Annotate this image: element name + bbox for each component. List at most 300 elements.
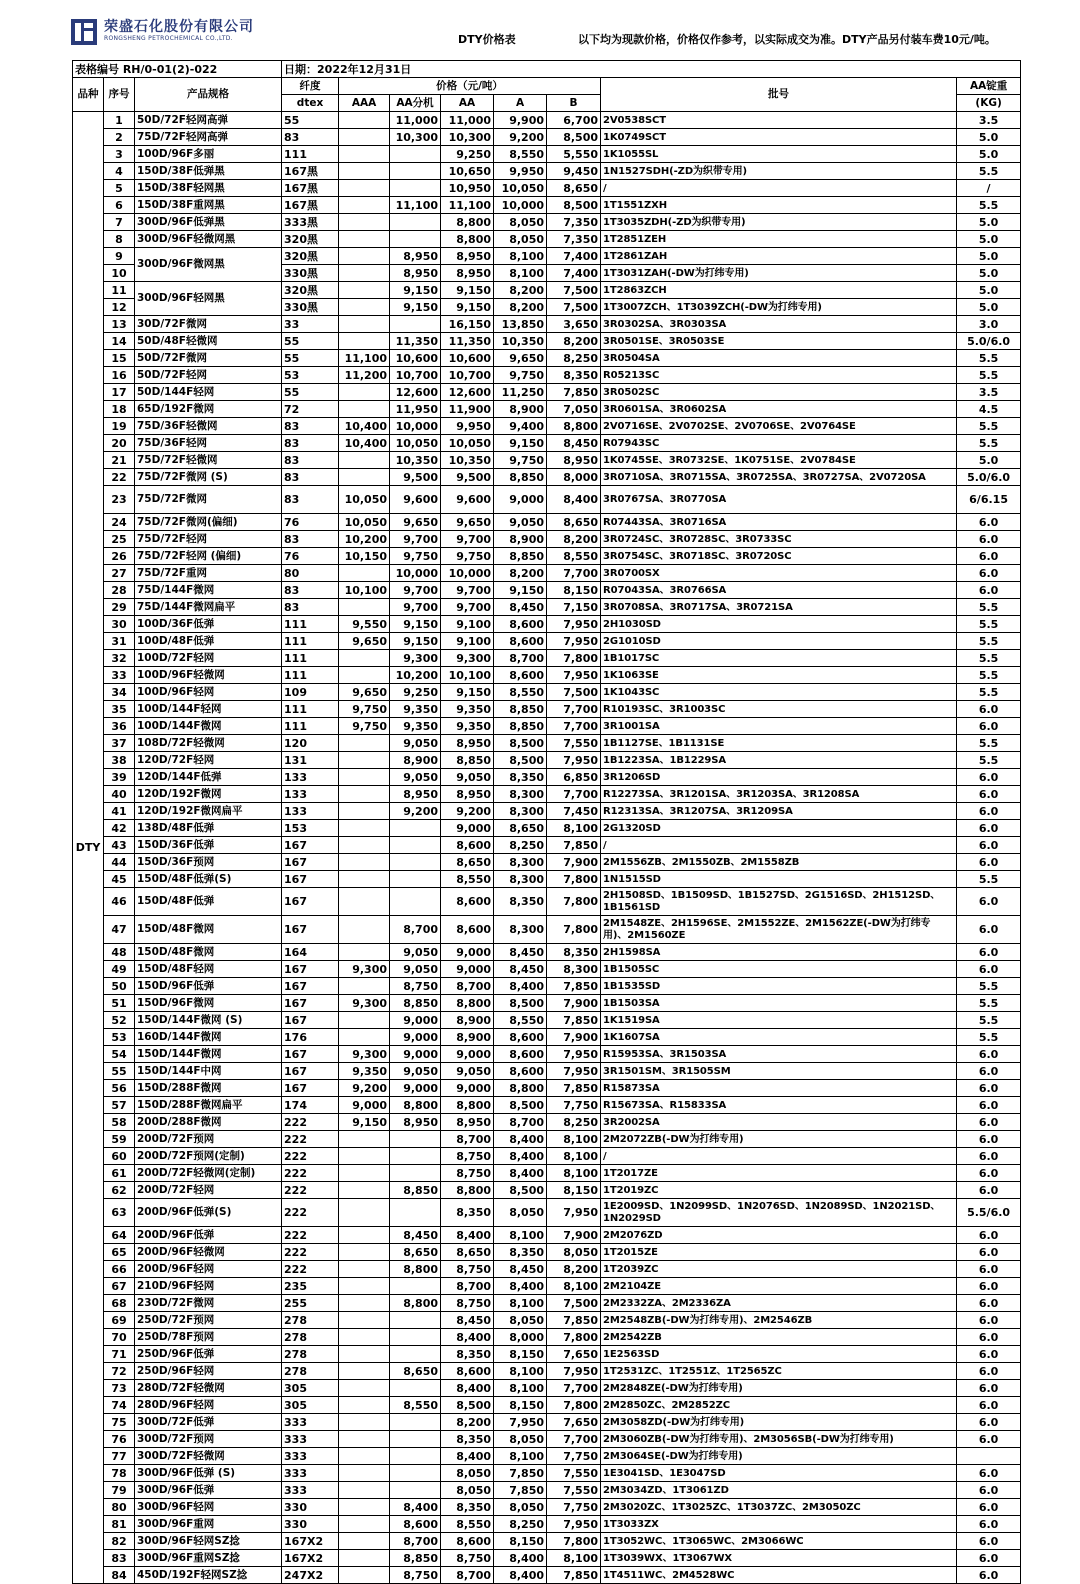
seq-cell: 31 <box>104 633 135 650</box>
table-row <box>73 1165 1021 1182</box>
aa-cell: 9,050 <box>441 769 494 786</box>
spec-cell: 100D/144F轻网 <box>135 701 282 718</box>
aaa-cell: 10,400 <box>339 418 390 435</box>
aa-cell: 10,100 <box>441 667 494 684</box>
aa-sub-cell: 9,150 <box>390 616 441 633</box>
spec-cell: 300D/96F轻网SZ捻 <box>135 1533 282 1550</box>
aa-cell: 9,700 <box>441 582 494 599</box>
weight-cell: 5.5 <box>957 435 1021 452</box>
a-cell: 8,450 <box>494 1261 547 1278</box>
spec-cell: 50D/48F轻微网 <box>135 333 282 350</box>
spec-cell: 150D/48F低弹 <box>135 888 282 916</box>
aaa-cell <box>339 1567 390 1584</box>
table-row <box>73 1346 1021 1363</box>
table-row <box>73 548 1021 565</box>
b-cell: 7,950 <box>547 667 601 684</box>
dtex-cell: 111 <box>282 667 339 684</box>
batch-cell: 1B1535SD <box>601 978 957 995</box>
b-cell: 7,750 <box>547 1499 601 1516</box>
a-cell: 8,800 <box>494 1080 547 1097</box>
table-row <box>73 871 1021 888</box>
batch-cell: 3R0700SX <box>601 565 957 582</box>
batch-cell: 1E2563SD <box>601 1346 957 1363</box>
spec-cell: 250D/96F轻网 <box>135 1363 282 1380</box>
weight-cell: 5.5 <box>957 650 1021 667</box>
dtex-cell: 133 <box>282 769 339 786</box>
b-cell: 8,500 <box>547 129 601 146</box>
dtex-cell: 305 <box>282 1397 339 1414</box>
dtex-cell: 83 <box>282 531 339 548</box>
b-cell: 7,850 <box>547 1080 601 1097</box>
aa-sub-cell: 9,500 <box>390 469 441 486</box>
weight-cell: 6.0 <box>957 1295 1021 1312</box>
aaa-cell <box>339 197 390 214</box>
aa-sub-cell: 9,350 <box>390 718 441 735</box>
a-cell: 8,100 <box>494 1227 547 1244</box>
a-cell: 10,000 <box>494 197 547 214</box>
spec-cell: 300D/96F微网黑 <box>135 248 282 282</box>
seq-cell: 28 <box>104 582 135 599</box>
spec-cell: 120D/192F微网 <box>135 786 282 803</box>
table-row <box>73 197 1021 214</box>
b-cell: 8,350 <box>547 367 601 384</box>
aaa-cell <box>339 769 390 786</box>
aaa-cell <box>339 1278 390 1295</box>
aaa-cell <box>339 1329 390 1346</box>
aa-sub-cell: 10,200 <box>390 667 441 684</box>
aaa-cell <box>339 1380 390 1397</box>
a-cell: 8,700 <box>494 650 547 667</box>
dtex-cell: 167 <box>282 1080 339 1097</box>
dtex-cell: 167 <box>282 978 339 995</box>
aaa-cell <box>339 231 390 248</box>
batch-cell: 3R0601SA、3R0602SA <box>601 401 957 418</box>
seq-cell: 55 <box>104 1063 135 1080</box>
table-row <box>73 1080 1021 1097</box>
seq-cell: 82 <box>104 1533 135 1550</box>
a-cell: 8,100 <box>494 1380 547 1397</box>
weight-cell: 6.0 <box>957 701 1021 718</box>
aa-cell: 8,750 <box>441 1165 494 1182</box>
seq-cell: 44 <box>104 854 135 871</box>
a-cell: 10,050 <box>494 180 547 197</box>
dtex-cell: 176 <box>282 1029 339 1046</box>
seq-cell: 53 <box>104 1029 135 1046</box>
spec-cell: 150D/144F中网 <box>135 1063 282 1080</box>
form-number: 表格编号 RH/0-01(2)-022 <box>73 61 282 78</box>
a-cell: 8,300 <box>494 871 547 888</box>
seq-cell: 65 <box>104 1244 135 1261</box>
dtex-cell: 167 <box>282 995 339 1012</box>
spec-cell: 150D/38F低弹黑 <box>135 163 282 180</box>
a-cell: 9,050 <box>494 514 547 531</box>
b-cell: 8,300 <box>547 961 601 978</box>
batch-cell: 3R0708SA、3R0717SA、3R0721SA <box>601 599 957 616</box>
spec-cell: 30D/72F微网 <box>135 316 282 333</box>
b-cell: 8,000 <box>547 469 601 486</box>
weight-cell: 5.5 <box>957 599 1021 616</box>
spec-cell: 100D/144F微网 <box>135 718 282 735</box>
spec-cell: 150D/144F微网 <box>135 1046 282 1063</box>
document-title: DTY价格表 <box>458 33 516 46</box>
batch-cell: 3R0754SC、3R0718SC、3R0720SC <box>601 548 957 565</box>
batch-cell: 2M3064SE(-DW为打纬专用) <box>601 1448 957 1465</box>
weight-cell: 6.0 <box>957 718 1021 735</box>
aa-sub-cell <box>390 854 441 871</box>
dtex-cell: 53 <box>282 367 339 384</box>
aaa-cell <box>339 735 390 752</box>
b-cell: 7,700 <box>547 701 601 718</box>
spec-cell: 200D/96F轻微网 <box>135 1244 282 1261</box>
aaa-cell <box>339 316 390 333</box>
dtex-cell: 83 <box>282 452 339 469</box>
table-row <box>73 944 1021 961</box>
spec-cell: 150D/38F轻网黑 <box>135 180 282 197</box>
table-row <box>73 735 1021 752</box>
batch-cell: 1T3035ZDH(-ZD为织带专用) <box>601 214 957 231</box>
b-cell: 8,150 <box>547 1182 601 1199</box>
aa-sub-cell: 9,300 <box>390 650 441 667</box>
aa-sub-cell: 10,700 <box>390 367 441 384</box>
a-cell: 13,850 <box>494 316 547 333</box>
a-cell: 8,550 <box>494 684 547 701</box>
dtex-cell: 235 <box>282 1278 339 1295</box>
spec-cell: 150D/48F微网 <box>135 944 282 961</box>
a-cell: 8,850 <box>494 548 547 565</box>
spec-cell: 450D/192F轻网SZ捻 <box>135 1567 282 1584</box>
batch-cell: 1T2861ZAH <box>601 248 957 265</box>
header-row-1 <box>73 78 1021 95</box>
weight-cell: 6.0 <box>957 582 1021 599</box>
table-row <box>73 282 1021 299</box>
aa-cell: 8,750 <box>441 1295 494 1312</box>
aa-cell: 8,400 <box>441 1448 494 1465</box>
dtex-cell: 167X2 <box>282 1550 339 1567</box>
aa-cell: 8,500 <box>441 1397 494 1414</box>
aaa-cell <box>339 837 390 854</box>
table-row <box>73 718 1021 735</box>
spec-cell: 300D/96F低弹 <box>135 1482 282 1499</box>
aa-sub-cell: 9,700 <box>390 531 441 548</box>
a-cell: 8,600 <box>494 616 547 633</box>
b-cell: 7,850 <box>547 384 601 401</box>
table-row <box>73 469 1021 486</box>
a-cell: 8,600 <box>494 667 547 684</box>
dtex-cell: 167 <box>282 1046 339 1063</box>
dtex-cell: 167 <box>282 1012 339 1029</box>
seq-cell: 23 <box>104 486 135 514</box>
aaa-cell <box>339 452 390 469</box>
b-cell: 7,800 <box>547 871 601 888</box>
table-row <box>73 1380 1021 1397</box>
spec-cell: 75D/72F轻微网 <box>135 452 282 469</box>
aaa-cell: 10,200 <box>339 531 390 548</box>
seq-cell: 5 <box>104 180 135 197</box>
aa-cell: 9,700 <box>441 531 494 548</box>
spec-cell: 300D/96F轻网黑 <box>135 282 282 316</box>
aa-cell: 11,100 <box>441 197 494 214</box>
aaa-cell <box>339 650 390 667</box>
weight-cell: 6.0 <box>957 1046 1021 1063</box>
aa-cell: 8,400 <box>441 1329 494 1346</box>
b-cell: 7,400 <box>547 265 601 282</box>
b-cell: 7,900 <box>547 1227 601 1244</box>
seq-cell: 72 <box>104 1363 135 1380</box>
table-row <box>73 995 1021 1012</box>
dtex-cell: 255 <box>282 1295 339 1312</box>
batch-cell: 2M2850ZC、2M2852ZC <box>601 1397 957 1414</box>
batch-cell: 1T3031ZAH(-DW为打纬专用) <box>601 265 957 282</box>
batch-cell: R07943SC <box>601 435 957 452</box>
aa-sub-cell: 10,600 <box>390 350 441 367</box>
b-cell: 8,050 <box>547 1244 601 1261</box>
spec-cell: 150D/36F预网 <box>135 854 282 871</box>
a-cell: 8,050 <box>494 1431 547 1448</box>
table-row <box>73 565 1021 582</box>
dtex-cell: 222 <box>282 1131 339 1148</box>
weight-cell: 6.0 <box>957 820 1021 837</box>
aa-cell: 8,950 <box>441 265 494 282</box>
aaa-cell <box>339 1182 390 1199</box>
spec-cell: 200D/96F轻网 <box>135 1261 282 1278</box>
dtex-cell: 111 <box>282 718 339 735</box>
a-cell: 8,100 <box>494 1448 547 1465</box>
weight-cell: 6.0 <box>957 916 1021 944</box>
col-seq: 序号 <box>104 78 135 112</box>
aa-cell: 8,600 <box>441 1363 494 1380</box>
a-cell: 8,200 <box>494 282 547 299</box>
seq-cell: 70 <box>104 1329 135 1346</box>
seq-cell: 46 <box>104 888 135 916</box>
spec-cell: 100D/48F低弹 <box>135 633 282 650</box>
weight-cell: 5.5 <box>957 163 1021 180</box>
table-row <box>73 316 1021 333</box>
aa-cell: 9,700 <box>441 599 494 616</box>
seq-cell: 41 <box>104 803 135 820</box>
spec-cell: 210D/96F轻网 <box>135 1278 282 1295</box>
b-cell: 7,500 <box>547 299 601 316</box>
spec-cell: 138D/48F低弹 <box>135 820 282 837</box>
aa-sub-cell: 9,150 <box>390 299 441 316</box>
weight-cell: 6.0 <box>957 1499 1021 1516</box>
aaa-cell <box>339 916 390 944</box>
aa-cell: 8,400 <box>441 1380 494 1397</box>
dtex-cell: 109 <box>282 684 339 701</box>
aaa-cell <box>339 248 390 265</box>
a-cell: 9,750 <box>494 452 547 469</box>
seq-cell: 61 <box>104 1165 135 1182</box>
b-cell: 7,800 <box>547 888 601 916</box>
seq-cell: 79 <box>104 1482 135 1499</box>
dtex-cell: 167 <box>282 916 339 944</box>
aa-cell: 8,800 <box>441 1182 494 1199</box>
a-cell: 8,350 <box>494 1244 547 1261</box>
spec-cell: 300D/72F低弹 <box>135 1414 282 1431</box>
batch-cell: 1K1607SA <box>601 1029 957 1046</box>
seq-cell: 75 <box>104 1414 135 1431</box>
a-cell: 8,450 <box>494 944 547 961</box>
seq-cell: 22 <box>104 469 135 486</box>
a-cell: 9,150 <box>494 435 547 452</box>
weight-cell: 6.0 <box>957 1131 1021 1148</box>
spec-cell: 150D/36F低弹 <box>135 837 282 854</box>
table-row <box>73 582 1021 599</box>
aaa-cell <box>339 1131 390 1148</box>
a-cell: 8,400 <box>494 1148 547 1165</box>
a-cell: 8,050 <box>494 1312 547 1329</box>
table-row <box>73 1046 1021 1063</box>
aa-sub-cell <box>390 1380 441 1397</box>
aa-cell: 8,600 <box>441 1533 494 1550</box>
b-cell: 7,850 <box>547 837 601 854</box>
table-row <box>73 435 1021 452</box>
seq-cell: 12 <box>104 299 135 316</box>
table-row <box>73 1567 1021 1584</box>
table-row <box>73 231 1021 248</box>
a-cell: 8,300 <box>494 786 547 803</box>
dtex-cell: 320黑 <box>282 248 339 265</box>
dtex-cell: 80 <box>282 565 339 582</box>
dtex-cell: 131 <box>282 752 339 769</box>
seq-cell: 60 <box>104 1148 135 1165</box>
a-cell: 10,350 <box>494 333 547 350</box>
dtex-cell: 164 <box>282 944 339 961</box>
aaa-cell: 10,050 <box>339 486 390 514</box>
a-cell: 8,150 <box>494 1533 547 1550</box>
dtex-cell: 174 <box>282 1097 339 1114</box>
col-aaa: AAA <box>339 95 390 112</box>
batch-cell: 1K1519SA <box>601 1012 957 1029</box>
a-cell: 8,900 <box>494 401 547 418</box>
table-row <box>73 667 1021 684</box>
dtex-cell: 72 <box>282 401 339 418</box>
batch-cell: R15673SA、R15833SA <box>601 1097 957 1114</box>
spec-cell: 150D/48F低弹(S) <box>135 871 282 888</box>
seq-cell: 33 <box>104 667 135 684</box>
spec-cell: 160D/144F微网 <box>135 1029 282 1046</box>
dtex-cell: 111 <box>282 616 339 633</box>
aaa-cell: 9,750 <box>339 718 390 735</box>
aaa-cell <box>339 129 390 146</box>
aa-sub-cell <box>390 871 441 888</box>
table-row <box>73 1097 1021 1114</box>
seq-cell: 32 <box>104 650 135 667</box>
b-cell: 7,850 <box>547 1012 601 1029</box>
table-row <box>73 1363 1021 1380</box>
aa-sub-cell <box>390 820 441 837</box>
b-cell: 7,700 <box>547 565 601 582</box>
b-cell: 7,950 <box>547 1046 601 1063</box>
spec-cell: 250D/78F预网 <box>135 1329 282 1346</box>
aaa-cell <box>339 1312 390 1329</box>
weight-cell: 6.0 <box>957 1114 1021 1131</box>
dtex-cell: 111 <box>282 633 339 650</box>
weight-cell: 5.5 <box>957 350 1021 367</box>
batch-cell: 2M2072ZB(-DW为打纬专用) <box>601 1131 957 1148</box>
batch-cell: 2H1598SA <box>601 944 957 961</box>
b-cell: 8,500 <box>547 197 601 214</box>
table-row <box>73 1029 1021 1046</box>
aa-cell: 9,050 <box>441 1063 494 1080</box>
b-cell: 7,700 <box>547 1380 601 1397</box>
weight-cell: 5.0 <box>957 146 1021 163</box>
batch-cell: 2M3058ZD(-DW为打纬专用) <box>601 1414 957 1431</box>
weight-cell: 5.0 <box>957 214 1021 231</box>
table-row <box>73 146 1021 163</box>
dtex-cell: 83 <box>282 435 339 452</box>
aa-cell: 9,250 <box>441 146 494 163</box>
a-cell: 8,400 <box>494 1165 547 1182</box>
batch-cell: R15953SA、3R1503SA <box>601 1046 957 1063</box>
b-cell: 5,550 <box>547 146 601 163</box>
seq-cell: 36 <box>104 718 135 735</box>
seq-cell: 63 <box>104 1199 135 1227</box>
spec-cell: 300D/96F低弹黑 <box>135 214 282 231</box>
table-row <box>73 1516 1021 1533</box>
weight-cell: 5.0 <box>957 248 1021 265</box>
aa-cell: 8,700 <box>441 1567 494 1584</box>
b-cell: 8,200 <box>547 1261 601 1278</box>
weight-cell: 6.0 <box>957 1397 1021 1414</box>
weight-cell: 3.0 <box>957 316 1021 333</box>
aa-cell: 8,650 <box>441 1244 494 1261</box>
b-cell: 7,550 <box>547 735 601 752</box>
dtex-cell: 167黑 <box>282 180 339 197</box>
a-cell: 8,600 <box>494 1029 547 1046</box>
aa-sub-cell: 9,750 <box>390 548 441 565</box>
aaa-cell: 10,050 <box>339 514 390 531</box>
weight-cell: 5.5 <box>957 418 1021 435</box>
weight-cell: 5.0/6.0 <box>957 469 1021 486</box>
aa-cell: 8,350 <box>441 1346 494 1363</box>
a-cell: 8,300 <box>494 803 547 820</box>
table-row <box>73 916 1021 944</box>
weight-cell: 6.0 <box>957 961 1021 978</box>
a-cell: 8,850 <box>494 718 547 735</box>
b-cell: 8,650 <box>547 180 601 197</box>
seq-cell: 21 <box>104 452 135 469</box>
table-row <box>73 214 1021 231</box>
aa-cell: 8,650 <box>441 854 494 871</box>
aa-sub-cell: 8,700 <box>390 1533 441 1550</box>
aaa-cell <box>339 1261 390 1278</box>
aa-cell: 9,350 <box>441 718 494 735</box>
weight-cell: 5.5 <box>957 978 1021 995</box>
aaa-cell <box>339 1029 390 1046</box>
aa-cell: 8,550 <box>441 871 494 888</box>
b-cell: 7,700 <box>547 1431 601 1448</box>
aaa-cell <box>339 1448 390 1465</box>
price-table <box>72 60 1021 1584</box>
seq-cell: 27 <box>104 565 135 582</box>
table-row <box>73 1278 1021 1295</box>
spec-cell: 50D/72F轻网 <box>135 367 282 384</box>
aa-sub-cell: 9,050 <box>390 735 441 752</box>
aa-sub-cell: 8,650 <box>390 1244 441 1261</box>
aa-cell: 8,800 <box>441 214 494 231</box>
aa-cell: 8,350 <box>441 1499 494 1516</box>
aa-cell: 8,450 <box>441 1312 494 1329</box>
aa-sub-cell: 8,850 <box>390 1550 441 1567</box>
aa-cell: 9,150 <box>441 282 494 299</box>
batch-cell: 1B1017SC <box>601 650 957 667</box>
batch-cell: 1T2851ZEH <box>601 231 957 248</box>
aa-sub-cell: 9,250 <box>390 684 441 701</box>
aa-cell: 11,900 <box>441 401 494 418</box>
aa-sub-cell: 11,350 <box>390 333 441 350</box>
table-row <box>73 1465 1021 1482</box>
seq-cell: 25 <box>104 531 135 548</box>
